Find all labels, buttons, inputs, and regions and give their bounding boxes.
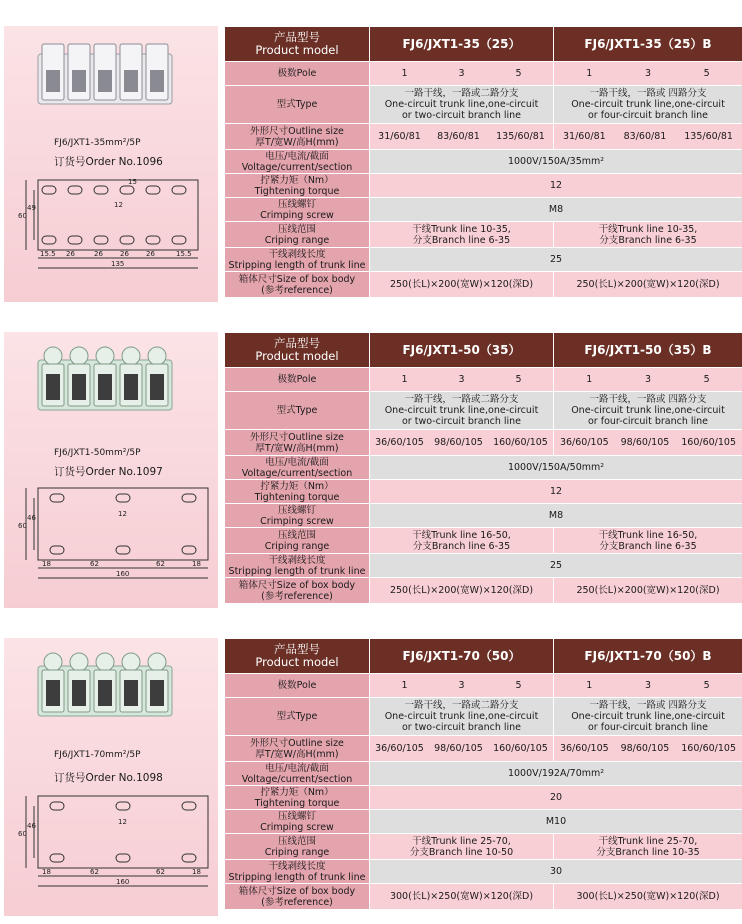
dim-small: 15 bbox=[128, 178, 137, 186]
row-screw: 压线螺钉 Crimping screw M8 bbox=[225, 198, 742, 222]
dim-height: 60 bbox=[18, 212, 27, 220]
row-strip: 干线剥线长度 Stripping length of trunk line 25 bbox=[225, 554, 742, 578]
row-screw: 压线螺钉 Crimping screw M10 bbox=[225, 810, 742, 834]
order-number: 订货号Order No.1097 bbox=[54, 466, 163, 478]
row-type: 型式Type 一路干线，一路或二路分支 One-circuit trunk line,one-circuit or two-circuit branch line 一路干线，一路或 四路分支 One-circuit trunk line,one-circuit or four-circuit branch line bbox=[225, 392, 742, 430]
product-illustration-panel bbox=[4, 332, 218, 608]
model-b: FJ6/JXT1-70（50）B bbox=[554, 639, 742, 674]
dimension-drawing bbox=[16, 174, 206, 284]
spec-table bbox=[224, 26, 742, 298]
dim-slot: 12 bbox=[118, 510, 127, 518]
dim-bottom-4: 26 bbox=[120, 250, 129, 258]
product-section-2 bbox=[0, 332, 742, 612]
header-row bbox=[225, 333, 742, 368]
header-row bbox=[225, 27, 742, 62]
row-range: 压线范围 Criping range 干线Trunk line 16-50, 分支Branch line 6-35 干线Trunk line 16-50, 分支Branch line 6-35 bbox=[225, 528, 742, 554]
order-number: 订货号Order No.1098 bbox=[54, 772, 163, 784]
dim-height: 60 bbox=[18, 522, 27, 530]
row-outline: 外形尺寸Outline size 厚T/宽W/高H(mm) 36/60/105 98/60/105 160/60/105 36/60/105 98/60/105 160/60/105 bbox=[225, 736, 742, 762]
spec-table bbox=[224, 332, 742, 604]
dim-bottom-3: 62 bbox=[156, 868, 165, 876]
caption-model: FJ6/JXT1-50mm²/5P bbox=[54, 448, 141, 458]
terminal-block-photo bbox=[36, 40, 174, 110]
dim-bottom-5: 26 bbox=[146, 250, 155, 258]
dim-bottom-6: 15.5 bbox=[176, 250, 192, 258]
row-torque: 拧紧力矩（Nm） Tightening torque 12 bbox=[225, 480, 742, 504]
order-number: 订货号Order No.1096 bbox=[54, 156, 163, 168]
dim-bottom-4: 18 bbox=[192, 868, 201, 876]
dim-total: 135 bbox=[111, 260, 125, 268]
dim-bottom-3: 26 bbox=[94, 250, 103, 258]
row-type: 型式Type 一路干线，一路或二路分支 One-circuit trunk line,one-circuit or two-circuit branch line 一路干线，一路或 四路分支 One-circuit trunk line,one-circuit or four-circuit branch line bbox=[225, 698, 742, 736]
row-poles: 极数Pole 1 3 5 1 3 5 bbox=[225, 368, 742, 392]
row-box: 箱体尺寸Size of box body (参考reference) 300(长L)×250(宽W)×120(深D) 300(长L)×250(宽W)×120(深D) bbox=[225, 884, 742, 910]
dim-bottom-1: 18 bbox=[42, 560, 51, 568]
row-type: 型式Type 一路干线，一路或二路分支 One-circuit trunk line,one-circuit or two-circuit branch line 一路干线，一路或 四路分支 One-circuit trunk line,one-circuit or four-circuit branch line bbox=[225, 86, 742, 124]
dim-total: 160 bbox=[116, 570, 130, 578]
product-section-3 bbox=[0, 638, 742, 922]
dimension-drawing bbox=[16, 790, 216, 900]
spec-table bbox=[224, 638, 742, 910]
row-outline: 外形尺寸Outline size 厚T/宽W/高H(mm) 31/60/81 83/60/81 135/60/81 31/60/81 83/60/81 135/60/81 bbox=[225, 124, 742, 150]
row-range: 压线范围 Criping range 干线Trunk line 10-35, 分支Branch line 6-35 干线Trunk line 10-35, 分支Branch line 6-35 bbox=[225, 222, 742, 248]
row-strip: 干线剥线长度 Stripping length of trunk line 30 bbox=[225, 860, 742, 884]
row-range: 压线范围 Criping range 干线Trunk line 25-70, 分支Branch line 10-50 干线Trunk line 25-70, 分支Branch line 10-35 bbox=[225, 834, 742, 860]
dim-bottom-2: 26 bbox=[66, 250, 75, 258]
row-strip: 干线剥线长度 Stripping length of trunk line 25 bbox=[225, 248, 742, 272]
model-b: FJ6/JXT1-50（35）B bbox=[554, 333, 742, 368]
dim-bottom-4: 18 bbox=[192, 560, 201, 568]
row-outline: 外形尺寸Outline size 厚T/宽W/高H(mm) 36/60/105 98/60/105 160/60/105 36/60/105 98/60/105 160/60/105 bbox=[225, 430, 742, 456]
product-section-1 bbox=[0, 26, 742, 306]
dim-bottom-2: 62 bbox=[90, 560, 99, 568]
dim-slot: 12 bbox=[114, 201, 123, 209]
header-row bbox=[225, 639, 742, 674]
row-box: 箱体尺寸Size of box body (参考reference) 250(长L)×200(宽W)×120(深D) 250(长L)×200(宽W)×120(深D) bbox=[225, 272, 742, 298]
row-voltage: 电压/电流/截面 Voltage/current/section 1000V/192A/70mm² bbox=[225, 762, 742, 786]
caption-model: FJ6/JXT1-35mm²/5P bbox=[54, 138, 141, 148]
caption-model: FJ6/JXT1-70mm²/5P bbox=[54, 750, 141, 760]
product-illustration-panel bbox=[4, 26, 218, 302]
row-screw: 压线螺钉 Crimping screw M8 bbox=[225, 504, 742, 528]
model-a: FJ6/JXT1-70（50） bbox=[370, 639, 554, 674]
row-torque: 拧紧力矩（Nm） Tightening torque 20 bbox=[225, 786, 742, 810]
model-a: FJ6/JXT1-35（25） bbox=[370, 27, 554, 62]
dim-slot: 12 bbox=[118, 818, 127, 826]
dim-bottom-1: 15.5 bbox=[40, 250, 56, 258]
dim-bottom-3: 62 bbox=[156, 560, 165, 568]
header-label: 产品型号 Product model bbox=[225, 27, 370, 62]
header-label: 产品型号 Product model bbox=[225, 639, 370, 674]
terminal-block-photo bbox=[36, 650, 174, 720]
model-b: FJ6/JXT1-35（25）B bbox=[554, 27, 742, 62]
dim-bottom-1: 18 bbox=[42, 868, 51, 876]
dim-total: 160 bbox=[116, 878, 130, 886]
dimension-drawing bbox=[16, 482, 216, 592]
dim-bottom-2: 62 bbox=[90, 868, 99, 876]
dim-height: 60 bbox=[18, 830, 27, 838]
terminal-block-photo bbox=[36, 344, 174, 414]
row-torque: 拧紧力矩（Nm） Tightening torque 12 bbox=[225, 174, 742, 198]
dim-inner: 46 bbox=[27, 514, 36, 522]
product-illustration-panel bbox=[4, 638, 218, 916]
row-poles: 极数Pole 1 3 5 1 3 5 bbox=[225, 62, 742, 86]
row-box: 箱体尺寸Size of box body (参考reference) 250(长L)×200(宽W)×120(深D) 250(长L)×200(宽W)×120(深D) bbox=[225, 578, 742, 604]
dim-inner: 46 bbox=[27, 822, 36, 830]
row-voltage: 电压/电流/截面 Voltage/current/section 1000V/150A/35mm² bbox=[225, 150, 742, 174]
dim-inner: 49 bbox=[27, 204, 36, 212]
row-voltage: 电压/电流/截面 Voltage/current/section 1000V/150A/50mm² bbox=[225, 456, 742, 480]
row-poles: 极数Pole 1 3 5 1 3 5 bbox=[225, 674, 742, 698]
model-a: FJ6/JXT1-50（35） bbox=[370, 333, 554, 368]
header-label: 产品型号 Product model bbox=[225, 333, 370, 368]
